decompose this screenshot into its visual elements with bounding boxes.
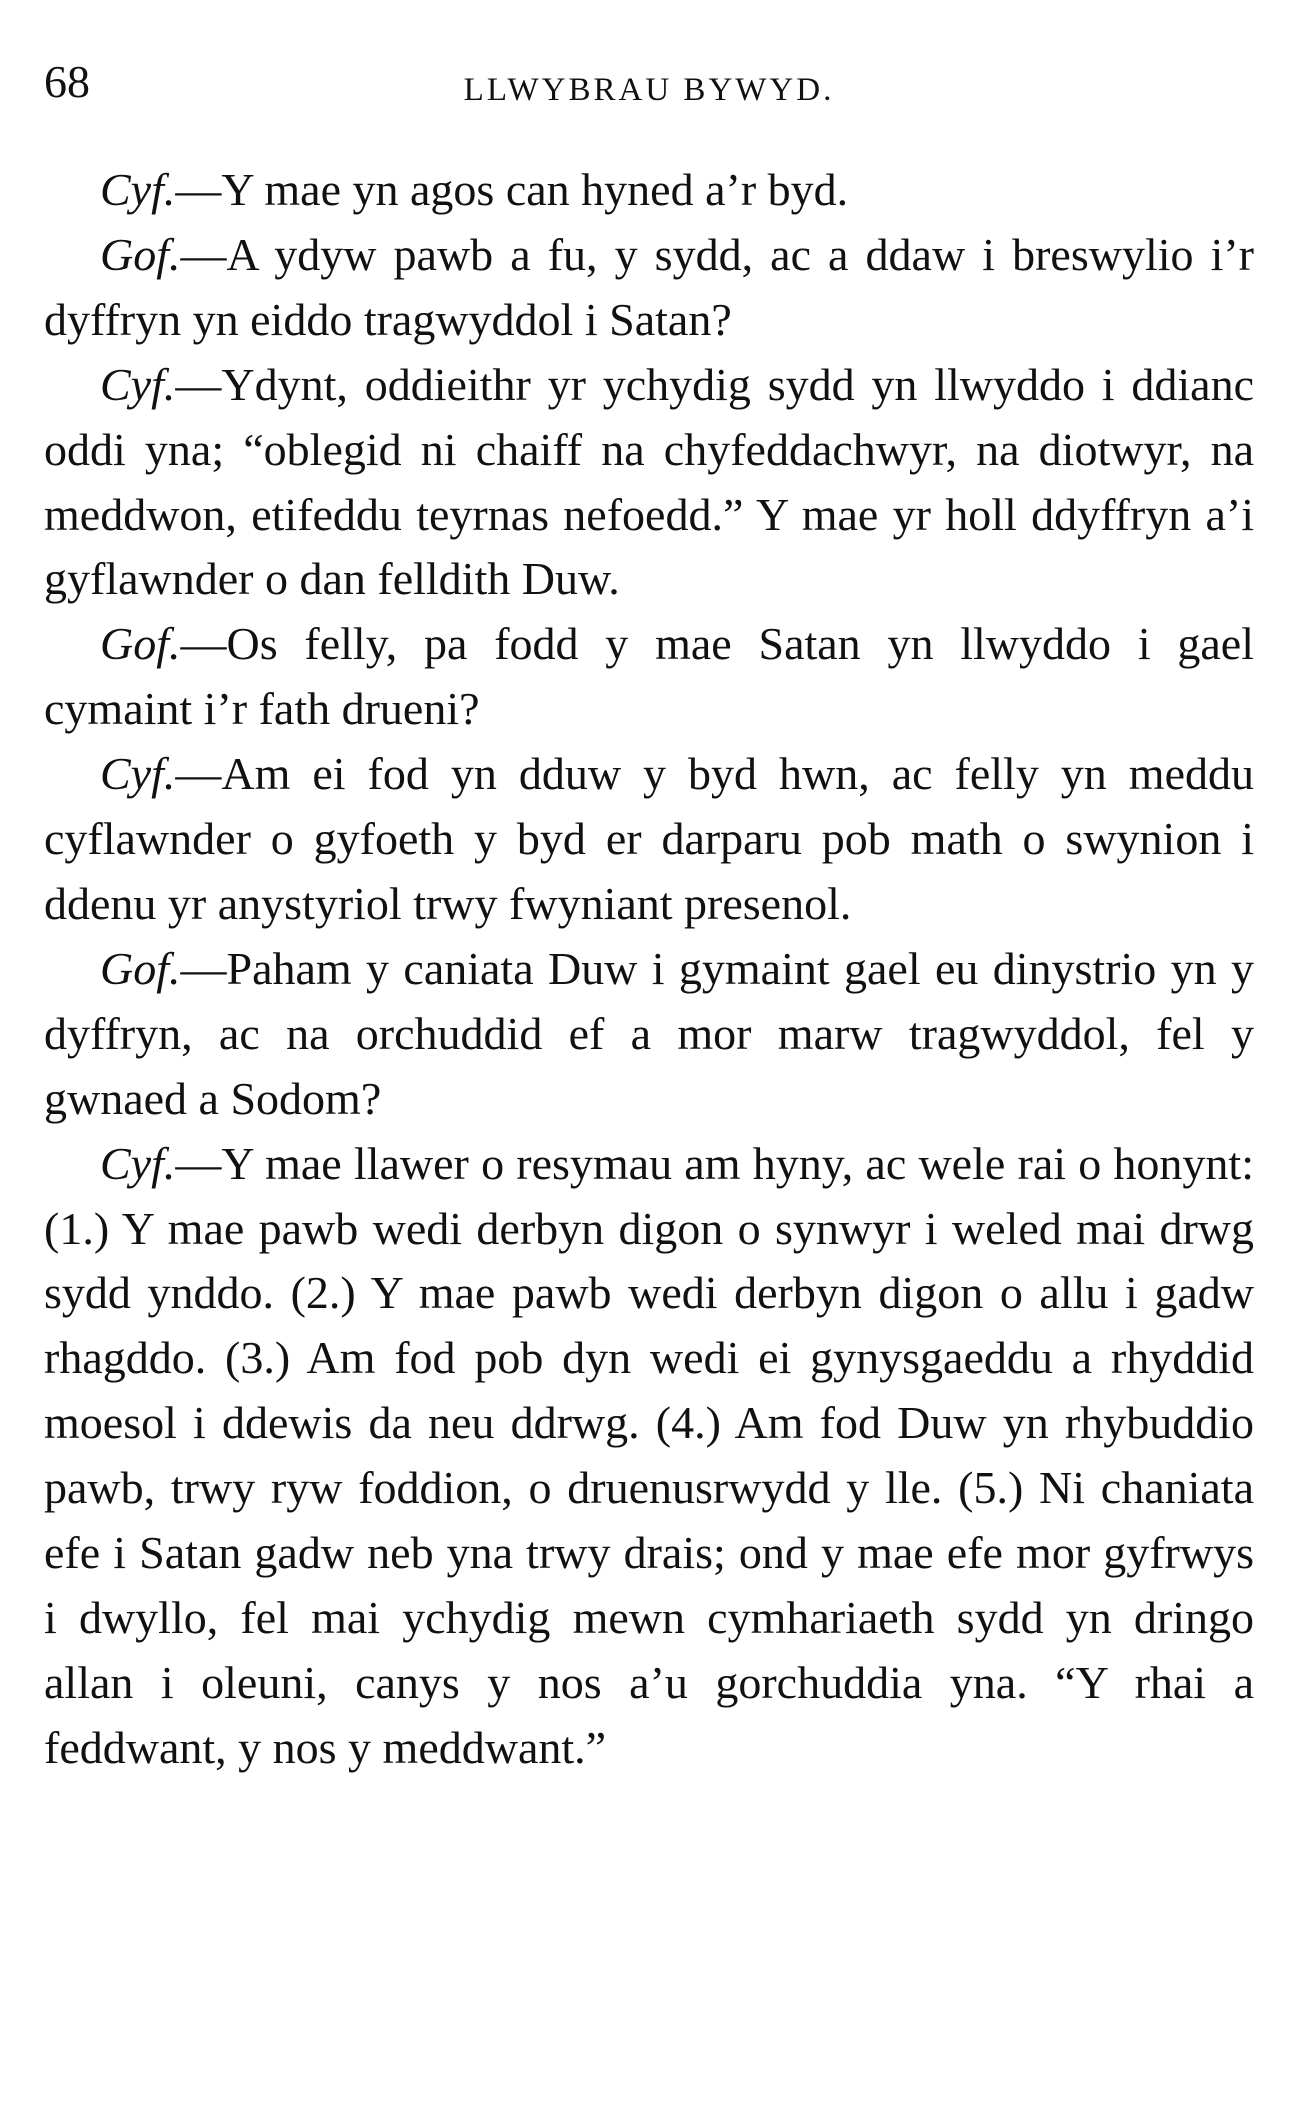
speaker-label: Cyf. xyxy=(100,1137,176,1189)
dialogue-paragraph xyxy=(44,353,1254,613)
dialogue-paragraph xyxy=(44,937,1254,1132)
body-text xyxy=(44,158,1254,1781)
dialogue-paragraph xyxy=(44,223,1254,353)
running-head: LLWYBRAU BYWYD. xyxy=(463,72,835,108)
dialogue-paragraph xyxy=(44,1132,1254,1781)
paragraph-text: —A ydyw pawb a fu, y sydd, ac a ddaw i breswylio i’r dyffryn yn eiddo tragwyddol i Satan? xyxy=(44,228,1254,345)
dialogue-paragraph xyxy=(44,158,1254,223)
page-header xyxy=(44,52,1254,122)
paragraph-text: —Am ei fod yn dduw y byd hwn, ac felly yn meddu cyflawnder o gyfoeth y byd er darparu pob math o swynion i ddenu yr anystyriol trwy fwyniant presenol. xyxy=(44,748,1254,929)
speaker-label: Cyf. xyxy=(100,748,176,800)
speaker-label: Gof. xyxy=(100,618,181,670)
speaker-label: Cyf. xyxy=(100,358,176,410)
page-number: 68 xyxy=(44,56,90,107)
paragraph-text: —Paham y caniata Duw i gymaint gael eu dinystrio yn y dyffryn, ac na orchuddid ef a mor marw tragwyddol, fel y gwnaed a Sodom? xyxy=(44,942,1254,1124)
paragraph-text: —Os felly, pa fodd y mae Satan yn llwyddo i gael cymaint i’r fath drueni? xyxy=(44,618,1254,735)
paragraph-text: —Y mae yn agos can hyned a’r byd. xyxy=(175,164,849,215)
paragraph-text: —Y mae llawer o resymau am hyny, ac wele rai o honynt: (1.) Y mae pawb wedi derbyn digon o synwyr i weled mai drwg sydd ynddo. (2.) Y mae pawb wedi derbyn digon o allu i gadw rhagddo. (3.) Am fod pob dyn wedi ei gynysgaeddu a rhyddid moesol i ddewis da neu ddrwg. (4.) Am fod Duw yn rhybuddio pawb, trwy ryw foddion, o druenusrwydd y lle. (5.) Ni chaniata efe i Satan gadw neb yna trwy drais; ond y mae efe mor gyfrwys i dwyllo, fel mai ychydig mewn cymhariaeth sydd yn dringo allan i oleuni, canys y nos a’u gorchuddia yna. “Y rhai a feddwant, y nos y meddwant.” xyxy=(44,1137,1254,1773)
speaker-label: Cyf. xyxy=(100,164,176,215)
speaker-label: Gof. xyxy=(100,942,181,994)
paragraph-text: —Ydynt, oddieithr yr ychydig sydd yn llwyddo i ddianc oddi yna; “oblegid ni chaiff na chyfeddachwyr, na diotwyr, na meddwon, etifeddu teyrnas nefoedd.” Y mae yr holl ddyffryn a’i gyflawnder o dan felldith Duw. xyxy=(44,358,1254,605)
dialogue-paragraph xyxy=(44,612,1254,742)
dialogue-paragraph xyxy=(44,742,1254,937)
speaker-label: Gof. xyxy=(100,228,181,280)
